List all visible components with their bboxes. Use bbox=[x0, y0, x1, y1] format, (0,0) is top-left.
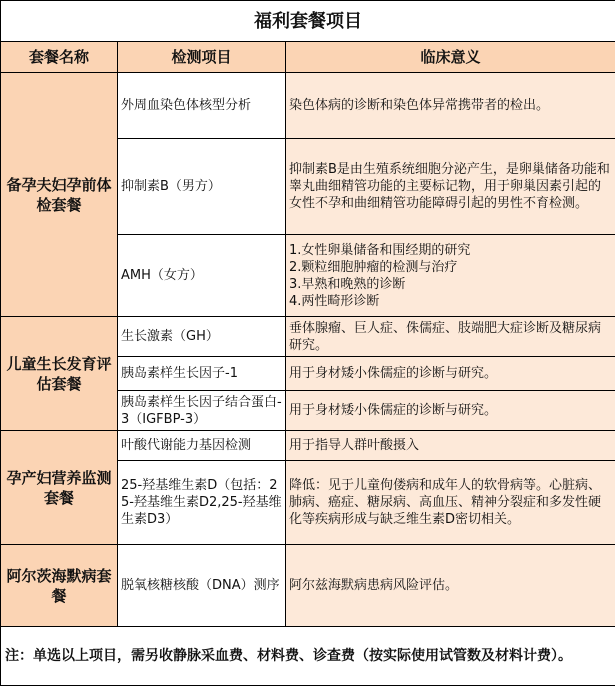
meaning-cell: 用于指导人群叶酸摄入 bbox=[286, 431, 615, 461]
item-cell: 生长激素（GH） bbox=[118, 317, 286, 357]
table-row bbox=[1, 73, 615, 139]
meaning-cell: 垂体腺瘤、巨人症、侏儒症、肢端肥大症诊断及糖尿病研究。 bbox=[286, 317, 615, 357]
meaning-cell: 抑制素B是由生殖系统细胞分泌产生，是卵巢储备功能和睾丸曲细精管功能的主要标记物，用于卵巢因素引起的女性不孕和曲细精管功能障碍引起的男性不育检测。 bbox=[286, 139, 615, 235]
package-name-child: 儿童生长发育评估套餐 bbox=[1, 317, 118, 431]
meaning-cell: 用于身材矮小侏儒症的诊断与研究。 bbox=[286, 391, 615, 431]
title-row bbox=[1, 1, 615, 42]
item-cell: 叶酸代谢能力基因检测 bbox=[118, 431, 286, 461]
meaning-list-item: 3.早熟和晚熟的诊断 bbox=[289, 276, 612, 293]
meaning-cell: 染色体病的诊断和染色体异常携带者的检出。 bbox=[286, 73, 615, 139]
table-row bbox=[1, 431, 615, 461]
item-cell: 外周血染色体核型分析 bbox=[118, 73, 286, 139]
table-row bbox=[1, 317, 615, 357]
header-row bbox=[1, 42, 615, 73]
package-name-alzheimer: 阿尔茨海默病套餐 bbox=[1, 545, 118, 627]
item-cell: AMH（女方） bbox=[118, 235, 286, 317]
header-package: 套餐名称 bbox=[1, 42, 118, 73]
package-name-maternal: 孕产妇营养监测套餐 bbox=[1, 431, 118, 545]
header-meaning: 临床意义 bbox=[286, 42, 615, 73]
meaning-list-item: 1.女性卵巢储备和围经期的研究 bbox=[289, 242, 612, 259]
meaning-cell: 降低：见于儿童佝偻病和成年人的软骨病等。心脏病、肺病、癌症、糖尿病、高血压、精神分裂症和多发性硬化等疾病形成与缺乏维生素D密切相关。 bbox=[286, 461, 615, 545]
note-row bbox=[1, 627, 615, 686]
item-cell: 胰岛素样生长因子-1 bbox=[118, 357, 286, 391]
item-cell: 抑制素B（男方） bbox=[118, 139, 286, 235]
meaning-list-item: 2.颗粒细胞肿瘤的检测与治疗 bbox=[289, 259, 612, 276]
meaning-list-item: 4.两性畸形诊断 bbox=[289, 293, 612, 310]
footnote: 注：单选以上项目，需另收静脉采血费、材料费、诊查费（按实际使用试管数及材料计费）。 bbox=[1, 627, 615, 686]
table-title: 福利套餐项目 bbox=[1, 1, 615, 42]
item-cell: 脱氧核糖核酸（DNA）测序 bbox=[118, 545, 286, 627]
table-row bbox=[1, 545, 615, 627]
header-item: 检测项目 bbox=[118, 42, 286, 73]
item-cell: 25-羟基维生素D（包括：25-羟基维生素D2,25-羟基维生素D3） bbox=[118, 461, 286, 545]
package-name-pregnancy: 备孕夫妇孕前体检套餐 bbox=[1, 73, 118, 317]
meaning-cell bbox=[286, 235, 615, 317]
meaning-cell: 用于身材矮小侏儒症的诊断与研究。 bbox=[286, 357, 615, 391]
meaning-cell: 阿尔兹海默病患病风险评估。 bbox=[286, 545, 615, 627]
item-cell: 胰岛素样生长因子结合蛋白-3（IGFBP-3） bbox=[118, 391, 286, 431]
